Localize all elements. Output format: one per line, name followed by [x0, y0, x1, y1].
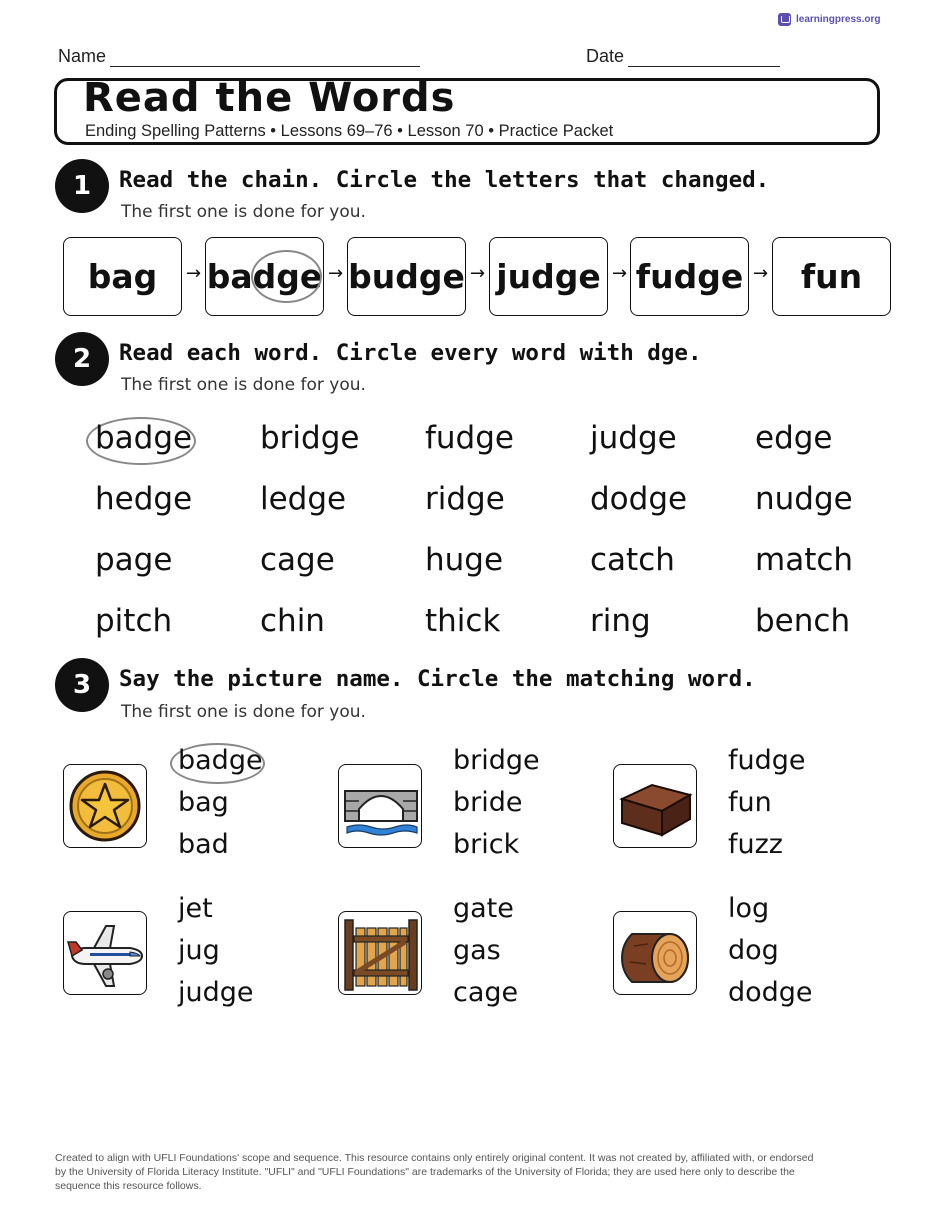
option-jug[interactable]: jug: [178, 935, 220, 966]
option-bride[interactable]: bride: [453, 787, 523, 818]
word-ridge[interactable]: ridge: [425, 481, 505, 517]
picture-card-gate: [338, 911, 422, 995]
word-nudge[interactable]: nudge: [755, 481, 853, 517]
picture-card-badge: [63, 764, 147, 848]
picture-card-jet: [63, 911, 147, 995]
chain-change-circle: [251, 250, 322, 303]
brand: [778, 13, 880, 26]
airplane-icon: [64, 912, 147, 995]
section-2-note: The first one is done for you.: [121, 375, 366, 395]
chain-word-text: fun: [800, 257, 863, 296]
section-2-instruction: Read each word. Circle every word with dge.: [119, 340, 702, 366]
footer-line: by the University of Florida Literacy Institute. "UFLI" and "UFLI Foundations" are trademarks of the University of Florida; they are used here only to describe the: [55, 1166, 795, 1178]
arrow-right-icon: →: [470, 263, 486, 284]
arrow-right-icon: →: [186, 263, 202, 284]
section-1-note: The first one is done for you.: [121, 202, 366, 222]
picture-card-log: [613, 911, 697, 995]
word-page[interactable]: page: [95, 542, 173, 578]
chain-word-3[interactable]: [347, 237, 466, 316]
word-bench[interactable]: bench: [755, 603, 851, 639]
wooden-gate-icon: [339, 912, 422, 995]
option-dog[interactable]: dog: [728, 935, 779, 966]
section-3-number: 3: [55, 658, 109, 712]
chain-word-4[interactable]: [489, 237, 608, 316]
word-chin[interactable]: chin: [260, 603, 325, 639]
word-edge[interactable]: edge: [755, 420, 833, 456]
word-fudge[interactable]: fudge: [425, 420, 514, 456]
option-dodge[interactable]: dodge: [728, 977, 813, 1008]
book-logo-icon: [778, 13, 791, 26]
chain-word-1[interactable]: [63, 237, 182, 316]
date-line[interactable]: [628, 51, 780, 67]
word-judge[interactable]: judge: [590, 420, 677, 456]
arrow-right-icon: →: [612, 263, 628, 284]
chain-word-text: bag: [87, 257, 158, 296]
word-match[interactable]: match: [755, 542, 854, 578]
section-1-number: 1: [55, 159, 109, 213]
date-label: Date: [586, 46, 625, 66]
word-ledge[interactable]: ledge: [260, 481, 347, 517]
name-line[interactable]: [110, 51, 420, 67]
word-ring[interactable]: ring: [590, 603, 651, 639]
name-label: Name: [58, 46, 107, 66]
option-fun[interactable]: fun: [728, 787, 772, 818]
option-judge[interactable]: judge: [178, 977, 254, 1008]
section-1-instruction: Read the chain. Circle the letters that changed.: [119, 167, 770, 193]
option-bad[interactable]: bad: [178, 829, 229, 860]
option-fudge[interactable]: fudge: [728, 745, 806, 776]
chain-word-text: judge: [496, 257, 601, 296]
option-cage[interactable]: cage: [453, 977, 519, 1008]
word-huge[interactable]: huge: [425, 542, 504, 578]
word-cage[interactable]: cage: [260, 542, 335, 578]
footer-line: sequence this resource follows.: [55, 1180, 202, 1192]
word-bridge[interactable]: bridge: [260, 420, 360, 456]
word-badge[interactable]: badge: [95, 420, 193, 456]
word-thick[interactable]: thick: [425, 603, 501, 639]
option-brick[interactable]: brick: [453, 829, 520, 860]
footer-disclaimer: [55, 1151, 880, 1193]
option-jet[interactable]: jet: [178, 893, 213, 924]
picture-card-fudge: [613, 764, 697, 848]
page-title: Read the Words: [83, 75, 456, 121]
arrow-right-icon: →: [753, 263, 769, 284]
stone-bridge-icon: [339, 765, 422, 848]
option-gate[interactable]: gate: [453, 893, 514, 924]
option-bag[interactable]: bag: [178, 787, 229, 818]
option-gas[interactable]: gas: [453, 935, 501, 966]
arrow-right-icon: →: [328, 263, 344, 284]
option-log[interactable]: log: [728, 893, 770, 924]
page-subtitle: Ending Spelling Patterns • Lessons 69–76 • Lesson 70 • Practice Packet: [85, 122, 614, 140]
word-dodge[interactable]: dodge: [590, 481, 688, 517]
chain-word-5[interactable]: [630, 237, 749, 316]
section-2-number: 2: [55, 332, 109, 386]
sheriff-badge-icon: [64, 765, 147, 848]
title-box: [54, 75, 880, 145]
chain-word-text: fudge: [635, 257, 744, 296]
section-3-note: The first one is done for you.: [121, 702, 366, 722]
option-badge[interactable]: badge: [178, 745, 263, 776]
word-hedge[interactable]: hedge: [95, 481, 193, 517]
option-bridge[interactable]: bridge: [453, 745, 540, 776]
chain-word-text: budge: [348, 257, 465, 296]
picture-card-bridge: [338, 764, 422, 848]
word-catch[interactable]: catch: [590, 542, 675, 578]
footer-line: Created to align with UFLI Foundations' scope and sequence. This resource contains only entirely original content. It was not created by, affiliated with, or endorsed: [55, 1152, 814, 1164]
section-3-instruction: Say the picture name. Circle the matching word.: [119, 666, 756, 692]
date-field[interactable]: [586, 46, 780, 67]
fudge-square-icon: [614, 765, 697, 848]
log-icon: [614, 912, 697, 995]
name-field[interactable]: [58, 46, 420, 67]
chain-word-6[interactable]: [772, 237, 891, 316]
chain-word-text: badge: [206, 257, 323, 296]
word-pitch[interactable]: pitch: [95, 603, 173, 639]
option-fuzz[interactable]: fuzz: [728, 829, 783, 860]
brand-name: learningpress.org: [796, 14, 881, 25]
